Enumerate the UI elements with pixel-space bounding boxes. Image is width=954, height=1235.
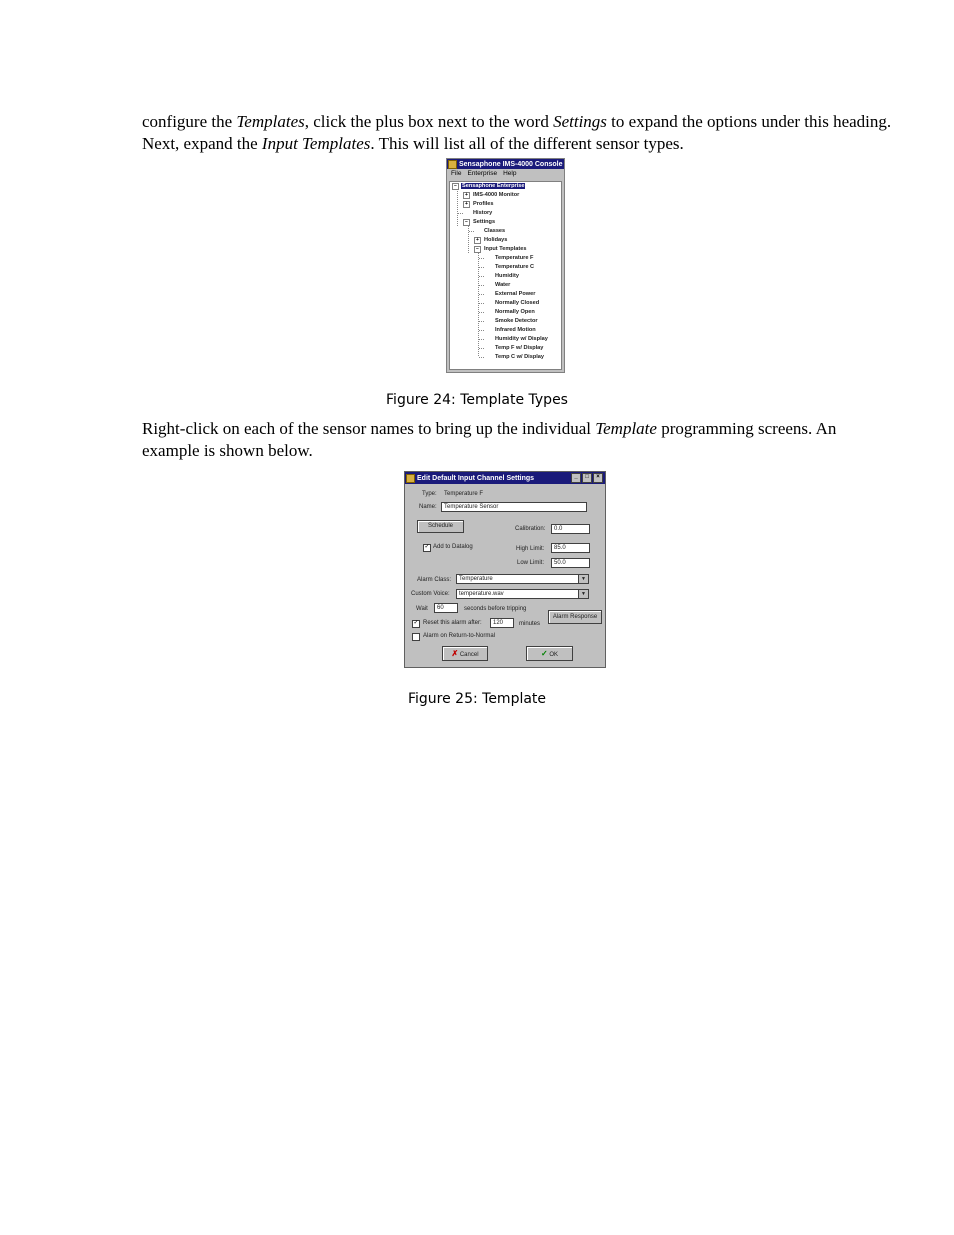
tree-node-settings[interactable]: Settings xyxy=(473,219,496,225)
low-limit-input[interactable]: 50.0 xyxy=(551,558,590,568)
name-label: Name: xyxy=(419,504,437,510)
emphasis-template: Template xyxy=(595,419,657,438)
tree-line xyxy=(478,253,479,356)
template-item[interactable]: Infrared Motion xyxy=(495,327,536,333)
cancel-button[interactable] xyxy=(442,646,488,661)
example-paragraph xyxy=(142,418,892,462)
console-window xyxy=(446,158,565,373)
chevron-down-icon[interactable]: ▼ xyxy=(578,590,588,598)
template-item[interactable]: External Power xyxy=(495,291,536,297)
app-icon xyxy=(406,474,415,483)
high-limit-label: High Limit: xyxy=(516,546,545,552)
tree-line xyxy=(479,330,484,331)
cancel-icon: ✗ xyxy=(451,649,459,658)
console-menubar xyxy=(447,169,564,178)
template-item[interactable]: Normally Open xyxy=(495,309,535,315)
low-limit-label: Low Limit: xyxy=(517,560,545,566)
emphasis-templates: Templates xyxy=(236,112,305,131)
tree-node-root[interactable] xyxy=(461,182,525,190)
calibration-input[interactable]: 0.0 xyxy=(551,524,590,534)
template-item[interactable]: Temp C w/ Display xyxy=(495,354,545,360)
chevron-down-icon[interactable]: ▼ xyxy=(578,575,588,583)
reset-minutes-suffix: minutes xyxy=(519,621,541,627)
name-input[interactable]: Temperature Sensor xyxy=(441,502,587,512)
tree-line xyxy=(479,294,484,295)
tree-node-history[interactable]: History xyxy=(473,210,493,216)
tree-node-input-templates[interactable]: Input Templates xyxy=(484,246,527,252)
wait-suffix: seconds before tripping xyxy=(464,606,527,612)
alarm-class-label: Alarm Class: xyxy=(417,577,452,583)
dialog-title: Edit Default Input Channel Settings xyxy=(417,474,535,482)
minimize-icon[interactable]: _ xyxy=(571,473,581,483)
tree-line xyxy=(457,191,458,226)
collapse-box[interactable]: − xyxy=(474,246,481,253)
menu-file[interactable]: File xyxy=(451,170,462,177)
tree-line xyxy=(479,357,484,358)
tree-line xyxy=(479,303,484,304)
text: , click the plus box next to the word xyxy=(304,112,554,131)
wait-label: Wait xyxy=(416,606,428,612)
custom-voice-select[interactable] xyxy=(456,589,589,599)
tree-line xyxy=(479,267,484,268)
checkmark-icon: ✓ xyxy=(540,649,548,658)
expand-box[interactable]: + xyxy=(463,201,470,208)
schedule-button[interactable]: Schedule xyxy=(417,520,464,533)
template-item[interactable]: Temperature F xyxy=(495,255,534,261)
tree-line xyxy=(479,276,484,277)
cancel-label: Cancel xyxy=(459,652,479,658)
maximize-icon[interactable]: □ xyxy=(582,473,592,483)
text: configure the xyxy=(142,112,237,131)
return-to-normal-checkbox[interactable] xyxy=(412,633,420,641)
emphasis-input-templates: Input Templates xyxy=(261,134,371,153)
tree-line xyxy=(479,285,484,286)
ok-button[interactable] xyxy=(526,646,573,661)
reset-alarm-checkbox[interactable]: ✓ xyxy=(413,620,419,626)
menu-help[interactable]: Help xyxy=(503,170,517,177)
high-limit-input[interactable]: 85.0 xyxy=(551,543,590,553)
console-title: Sensaphone IMS-4000 Console xyxy=(459,160,563,168)
menu-enterprise[interactable]: Enterprise xyxy=(467,170,498,177)
template-item[interactable]: Humidity xyxy=(495,273,519,279)
type-label: Type: xyxy=(422,491,437,497)
tree-line xyxy=(479,348,484,349)
tree-node-holidays[interactable]: Holidays xyxy=(484,237,508,243)
custom-voice-value: temperature.wav xyxy=(459,591,504,597)
template-item[interactable]: Humidity w/ Display xyxy=(495,336,548,342)
custom-voice-label: Custom Voice: xyxy=(411,591,450,597)
tree-line xyxy=(479,339,484,340)
tree-line xyxy=(469,231,474,232)
text: to expand the options under this heading. Next, expand the xyxy=(142,112,892,153)
tree-line xyxy=(479,321,484,322)
type-value: Temperature F xyxy=(444,491,484,497)
template-item[interactable]: Normally Closed xyxy=(495,300,540,306)
app-icon xyxy=(448,160,457,169)
expand-box[interactable]: + xyxy=(474,237,481,244)
return-to-normal-label: Alarm on Return-to-Normal xyxy=(423,633,496,639)
calibration-label: Calibration: xyxy=(515,526,546,532)
tree-node-profiles[interactable]: Profiles xyxy=(473,201,494,207)
alarm-class-select[interactable] xyxy=(456,574,589,584)
edit-channel-dialog xyxy=(404,471,606,668)
tree-node-label: Sensaphone Enterprise xyxy=(462,183,525,189)
text: . This will list all of the different sensor types. xyxy=(370,134,684,153)
wait-input[interactable]: 60 xyxy=(434,603,458,613)
console-title-bar xyxy=(447,159,564,169)
intro-paragraph xyxy=(142,111,892,155)
tree-line xyxy=(479,312,484,313)
alarm-response-button[interactable]: Alarm Response xyxy=(548,610,602,624)
template-item[interactable]: Smoke Detector xyxy=(495,318,538,324)
figure-caption: Figure 24: Template Types xyxy=(386,392,568,408)
collapse-box[interactable]: − xyxy=(452,183,459,190)
text: Right-click on each of the sensor names to bring up the individual xyxy=(142,419,596,438)
tree-view[interactable] xyxy=(449,181,562,370)
reset-minutes-input[interactable]: 120 xyxy=(490,618,514,628)
ok-label: OK xyxy=(549,652,559,658)
window-controls xyxy=(571,473,603,483)
collapse-box[interactable]: − xyxy=(463,219,470,226)
expand-box[interactable]: + xyxy=(463,192,470,199)
add-to-datalog-label: Add to Datalog xyxy=(433,544,473,550)
tree-line xyxy=(458,213,463,214)
template-item[interactable]: Water xyxy=(495,282,511,288)
template-item[interactable]: Temperature C xyxy=(495,264,535,270)
emphasis-settings: Settings xyxy=(553,112,607,131)
template-item[interactable]: Temp F w/ Display xyxy=(495,345,544,351)
tree-node-monitor[interactable]: IMS-4000 Monitor xyxy=(473,192,520,198)
reset-alarm-label: Reset this alarm after: xyxy=(423,620,482,626)
alarm-class-value: Temperature xyxy=(459,576,493,582)
tree-node-classes[interactable]: Classes xyxy=(484,228,506,234)
add-to-datalog-checkbox[interactable]: ✓ xyxy=(424,544,430,550)
close-icon[interactable]: × xyxy=(593,473,603,483)
dialog-title-bar xyxy=(405,472,605,484)
text: programming screens. An example is shown below. xyxy=(142,419,837,460)
figure-caption: Figure 25: Template xyxy=(407,691,547,707)
tree-line xyxy=(479,258,484,259)
